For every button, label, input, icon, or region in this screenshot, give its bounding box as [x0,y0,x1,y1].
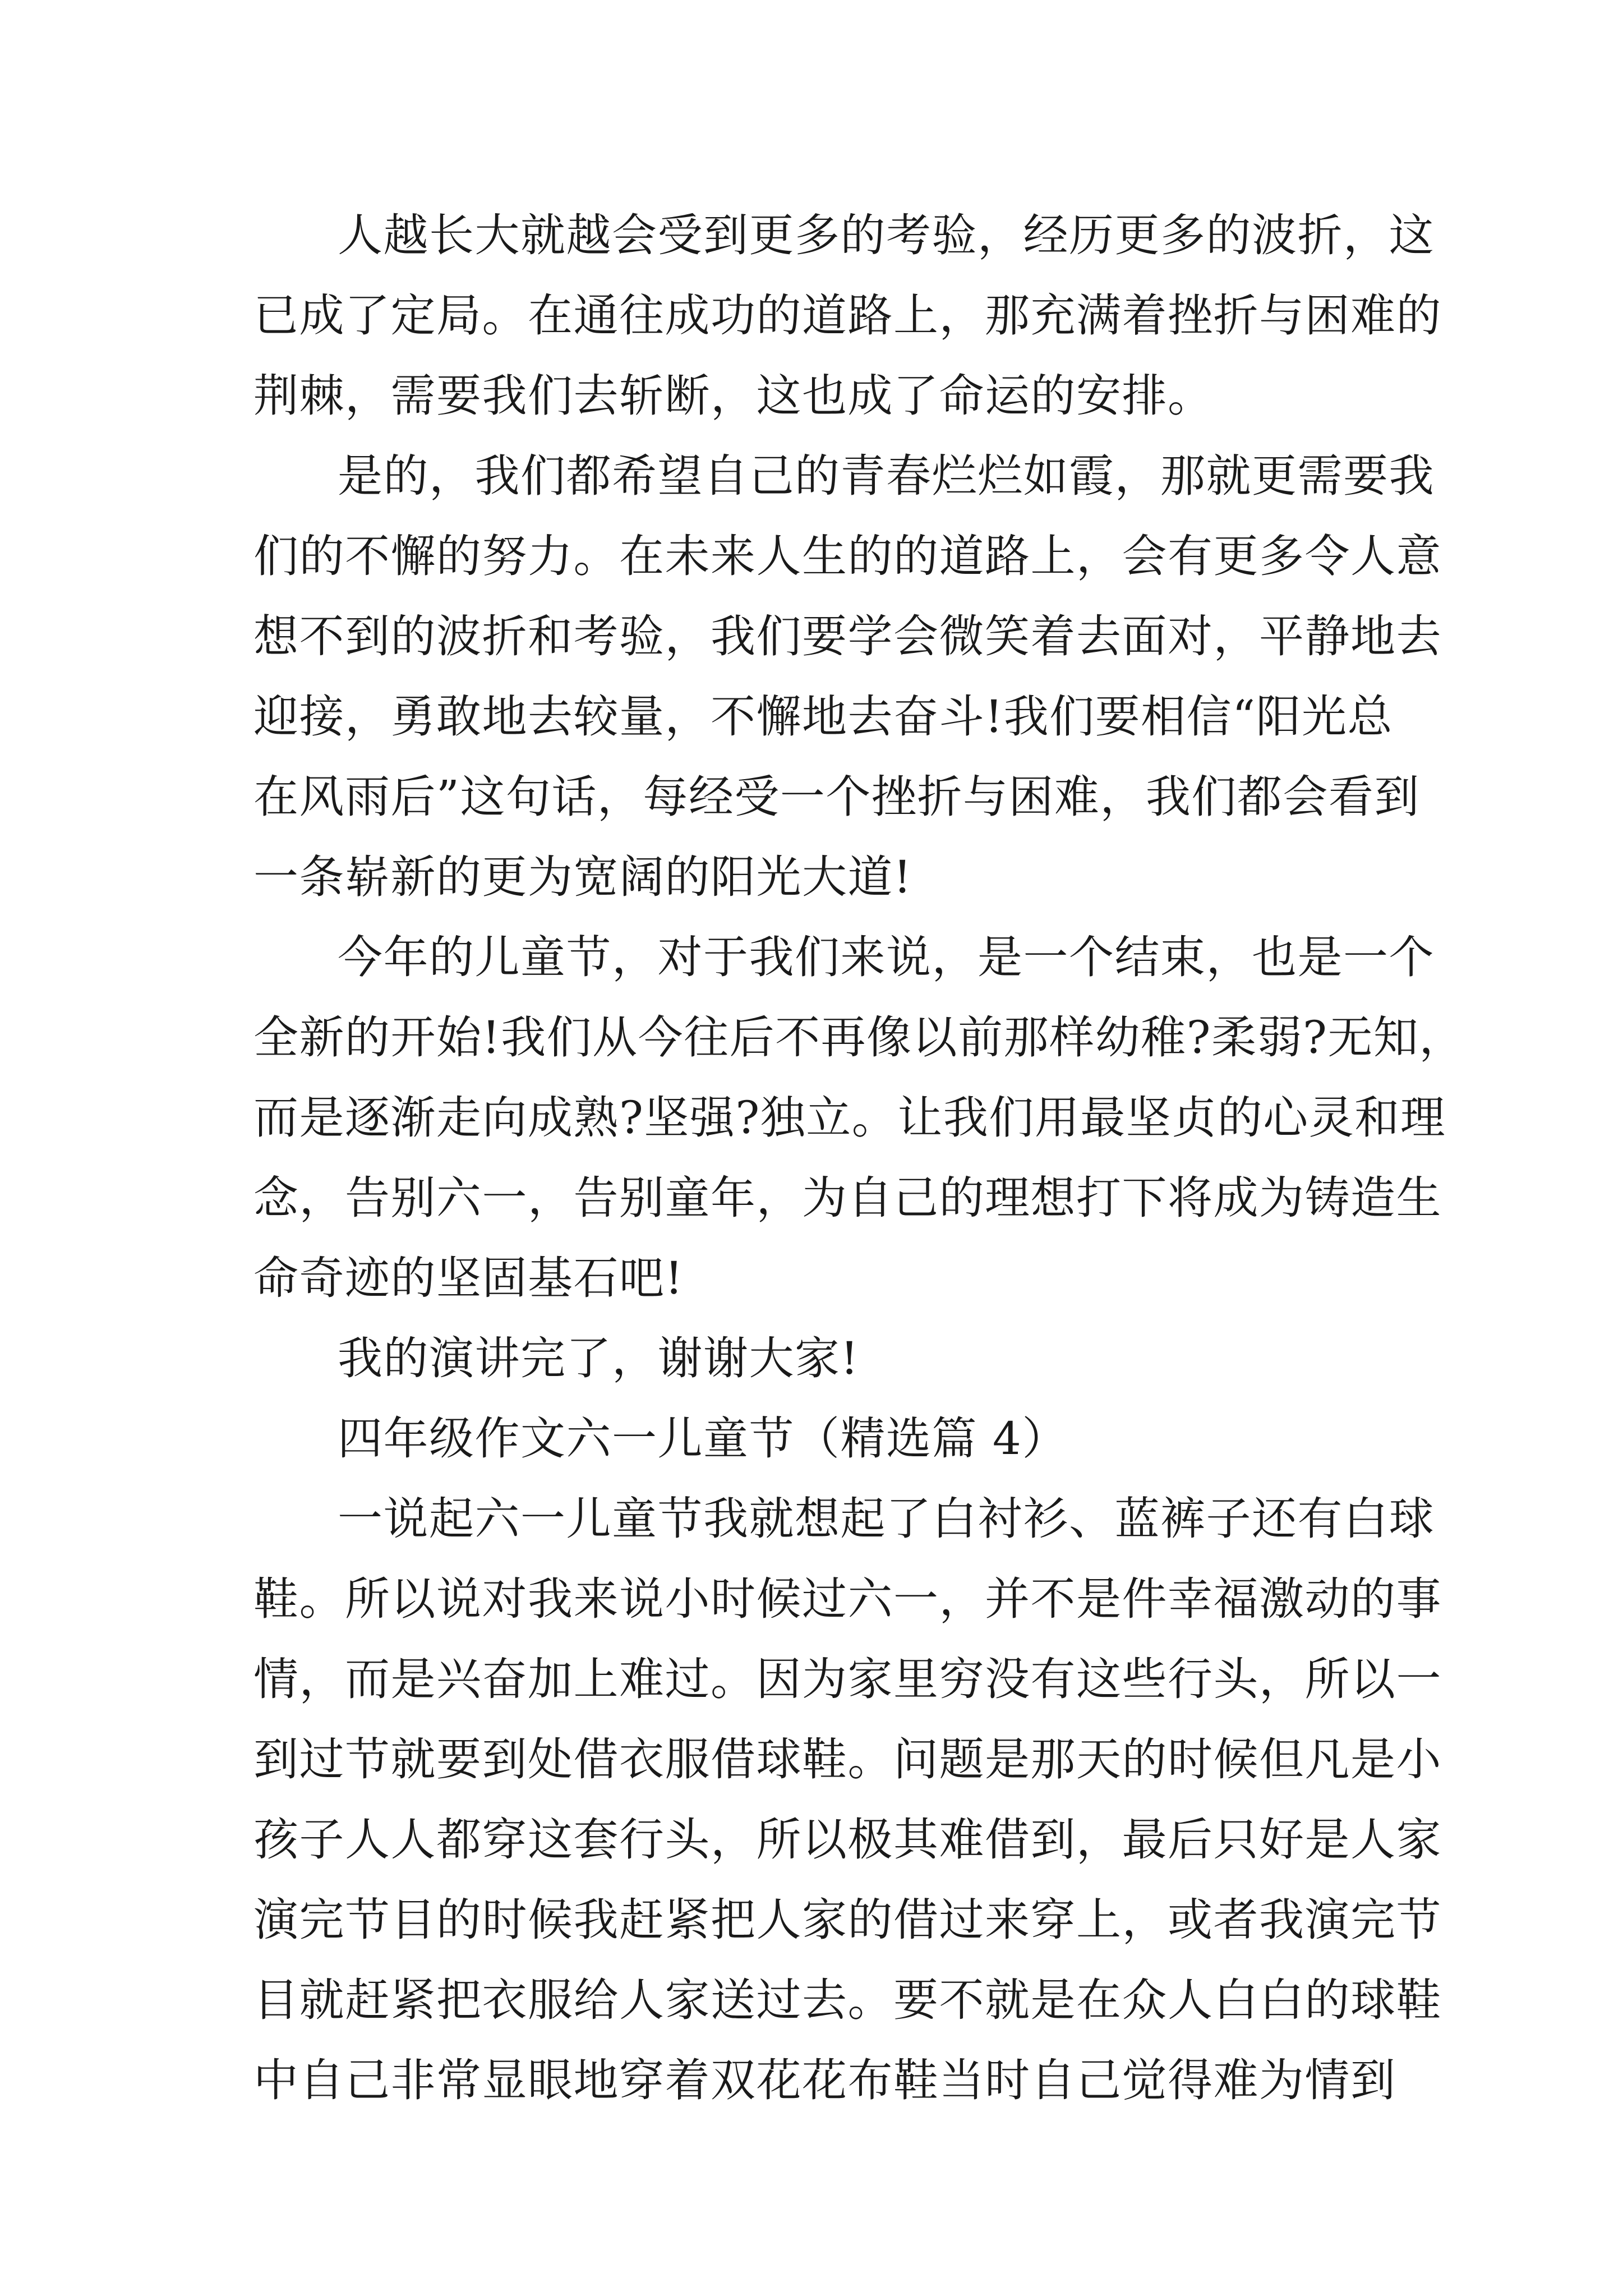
paragraph-line: 命奇迹的坚固基石吧! [253,1252,684,1304]
paragraph-line: 到过节就要到处借衣服借球鞋。问题是那天的时候但凡是小 [253,1733,1442,1786]
paragraph-line: 在风雨后”这句话，每经受一个挫折与困难，我们都会看到 [253,771,1420,823]
paragraph-line: 迎接，勇敢地去较量，不懈地去奋斗!我们要相信“阳光总 [253,691,1394,743]
paragraph-line: 情，而是兴奋加上难过。因为家里穷没有这些行头，所以一 [253,1653,1442,1705]
section-heading: 四年级作文六一儿童节（精选篇 4） [338,1412,1068,1465]
paragraph-line: 念，告别六一，告别童年，为自己的理想打下将成为铸造生 [253,1172,1442,1224]
paragraph-line: 今年的儿童节，对于我们来说，是一个结束，也是一个 [338,931,1435,983]
paragraph-line: 想不到的波折和考验，我们要学会微笑着去面对，平静地去 [253,610,1442,662]
paragraph-line: 全新的开始!我们从今往后不再像以前那样幼稚?柔弱?无知， [253,1011,1465,1064]
paragraph-line: 一说起六一儿童节我就想起了白衬衫、蓝裤子还有白球 [338,1493,1435,1545]
paragraph-line: 一条崭新的更为宽阔的阳光大道! [253,851,912,903]
paragraph-line: 孩子人人都穿这套行头，所以极其难借到，最后只好是人家 [253,1814,1442,1866]
paragraph-line: 演完节目的时候我赶紧把人家的借过来穿上，或者我演完节 [253,1894,1442,1946]
paragraph-line: 目就赶紧把衣服给人家送过去。要不就是在众人白白的球鞋 [253,1974,1442,2026]
paragraph-line: 中自己非常显眼地穿着双花花布鞋当时自己觉得难为情到 [253,2054,1396,2106]
paragraph-line: 而是逐渐走向成熟?坚强?独立。让我们用最坚贞的心灵和理 [253,1092,1446,1144]
paragraph-line: 已成了定局。在通往成功的道路上，那充满着挫折与困难的 [253,289,1442,342]
paragraph-line: 们的不懈的努力。在未来人生的的道路上，会有更多令人意 [253,530,1442,582]
paragraph-line: 荆棘，需要我们去斩断，这也成了命运的安排。 [253,370,1214,422]
paragraph-line: 鞋。所以说对我来说小时候过六一，并不是件幸福激动的事 [253,1573,1442,1625]
paragraph-line: 人越长大就越会受到更多的考验，经历更多的波折，这 [338,209,1435,261]
paragraph-line: 我的演讲完了，谢谢大家! [338,1332,860,1384]
paragraph-line: 是的，我们都希望自己的青春烂烂如霞，那就更需要我 [338,450,1435,502]
